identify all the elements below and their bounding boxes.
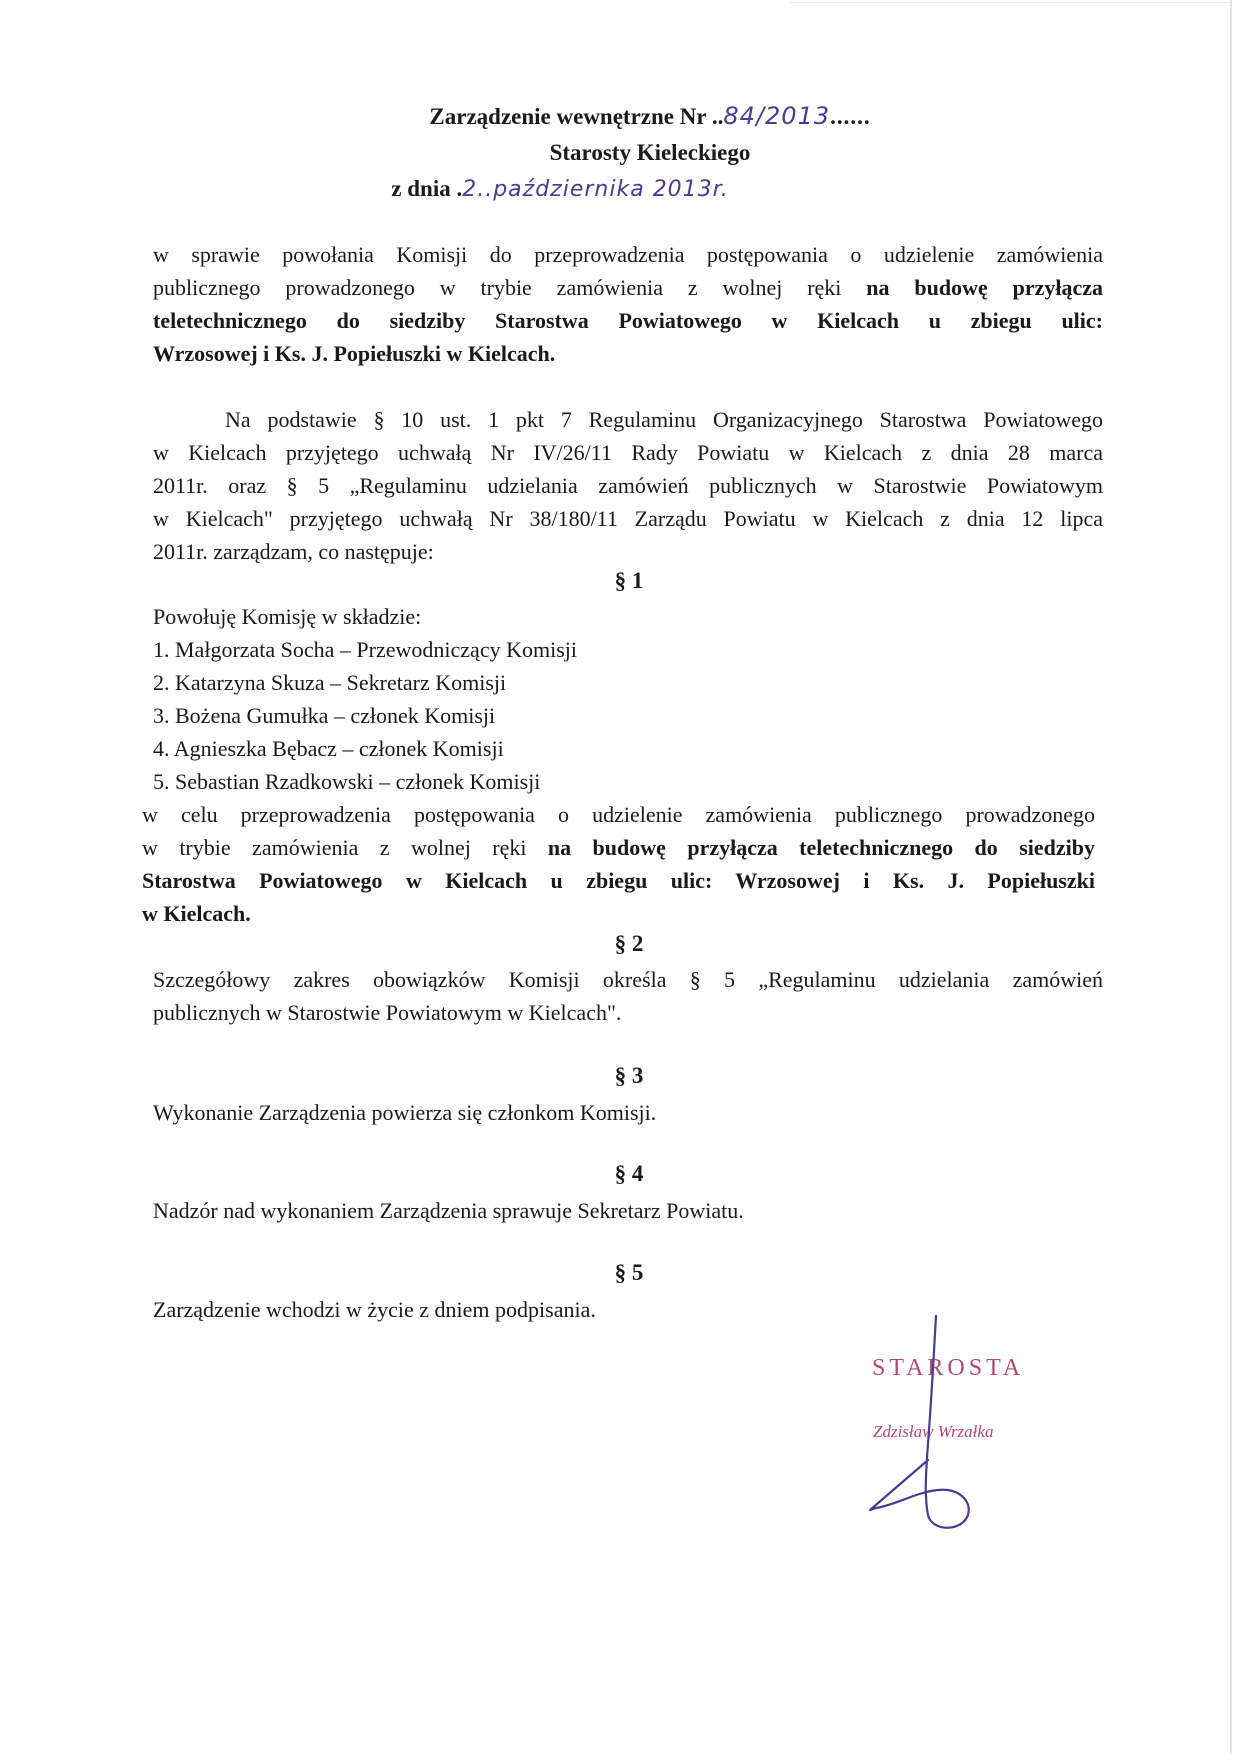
member-item: 4. Agnieszka Bębacz – członek Komisji: [153, 736, 504, 761]
purpose-line-2-normal: w trybie zamówienia z wolnej ręki: [142, 835, 548, 860]
document-date: [0, 176, 1180, 202]
member-item: 3. Bożena Gumułka – członek Komisji: [153, 703, 496, 728]
title-prefix: Zarządzenie wewnętrzne Nr ..: [429, 104, 724, 129]
section-2-line-1: Szczegółowy zakres obowiązków Komisji określa § 5 „Regulaminu udzielania zamówień: [153, 967, 1103, 992]
subject-line-2-normal: publicznego prowadzonego w trybie zamówienia z wolnej ręki: [153, 275, 867, 300]
handwritten-date: 2..października 2013r.: [462, 177, 729, 202]
basis-line-3: 2011r. oraz § 5 „Regulaminu udzielania zamówień publicznych w Starostwie Powiatowym: [153, 473, 1103, 498]
basis-line-4: w Kielcach" przyjętego uchwałą Nr 38/180/11 Zarządu Powiatu w Kielcach z dnia 12 lipca: [153, 506, 1103, 531]
member-item: 1. Małgorzata Socha – Przewodniczący Komisji: [153, 637, 577, 662]
basis-line-1: Na podstawie § 10 ust. 1 pkt 7 Regulaminu Organizacyjnego Starostwa Powiatowego: [225, 407, 1103, 432]
basis-line-5: 2011r. zarządzam, co następuje:: [153, 539, 434, 564]
section-1-purpose-line-3: Starostwa Powiatowego w Kielcach u zbiegu ulic: Wrzosowej i Ks. J. Popiełuszki: [142, 868, 1095, 893]
basis-line-2: w Kielcach przyjętego uchwałą Nr IV/26/11 Rady Powiatu w Kielcach z dnia 28 marca: [153, 440, 1103, 465]
subject-line-4: Wrzosowej i Ks. J. Popiełuszki w Kielcach.: [153, 341, 556, 366]
section-4-title: § 4: [614, 1161, 644, 1186]
section-1-purpose-line-2: [142, 831, 1095, 864]
member-item: 5. Sebastian Rzadkowski – członek Komisji: [153, 769, 541, 794]
stamp-title: STAROSTA: [872, 1355, 1025, 1381]
section-3-text: Wykonanie Zarządzenia powierza się członkom Komisji.: [153, 1100, 657, 1125]
purpose-line-2-bold: na budowę przyłącza teletechnicznego do siedziby: [547, 835, 1095, 860]
handwritten-number: 84/2013: [723, 102, 831, 130]
section-1-title: § 1: [614, 568, 644, 593]
subject-line-2: [153, 271, 1103, 304]
stamp-name: Zdzisław Wrzałka: [873, 1422, 994, 1441]
section-4-text: Nadzór nad wykonaniem Zarządzenia sprawuje Sekretarz Powiatu.: [153, 1198, 744, 1223]
section-2-line-2: publicznych w Starostwie Powiatowym w Kielcach".: [153, 1000, 622, 1025]
member-item: 2. Katarzyna Skuza – Sekretarz Komisji: [153, 670, 507, 695]
section-2-title: § 2: [614, 931, 644, 956]
section-1-intro: Powołuję Komisję w składzie:: [153, 604, 422, 629]
document-title: [30, 102, 1240, 130]
section-5-title: § 5: [614, 1260, 644, 1285]
page-top-line: [790, 2, 1230, 3]
subject-line-3: teletechnicznego do siedziby Starostwa Powiatowego w Kielcach u zbiegu ulic:: [153, 308, 1103, 333]
section-1-purpose-line-1: w celu przeprowadzenia postępowania o udzielenie zamówienia publicznego prowadzonego: [142, 802, 1095, 827]
date-prefix: z dnia .: [391, 176, 463, 201]
document-issuer: Starosty Kieleckiego: [549, 140, 751, 165]
section-1-purpose-line-4: w Kielcach.: [142, 901, 251, 926]
page-edge: [1230, 0, 1232, 1754]
section-5-text: Zarządzenie wchodzi w życie z dniem podpisania.: [153, 1297, 596, 1322]
subject-line-2-bold: na budowę przyłącza: [866, 275, 1104, 300]
subject-line-1: w sprawie powołania Komisji do przeprowadzenia postępowania o udzielenie zamówienia: [153, 242, 1103, 267]
signature-mark: [866, 1310, 1066, 1530]
title-suffix: ......: [830, 104, 871, 129]
section-3-title: § 3: [614, 1063, 644, 1088]
